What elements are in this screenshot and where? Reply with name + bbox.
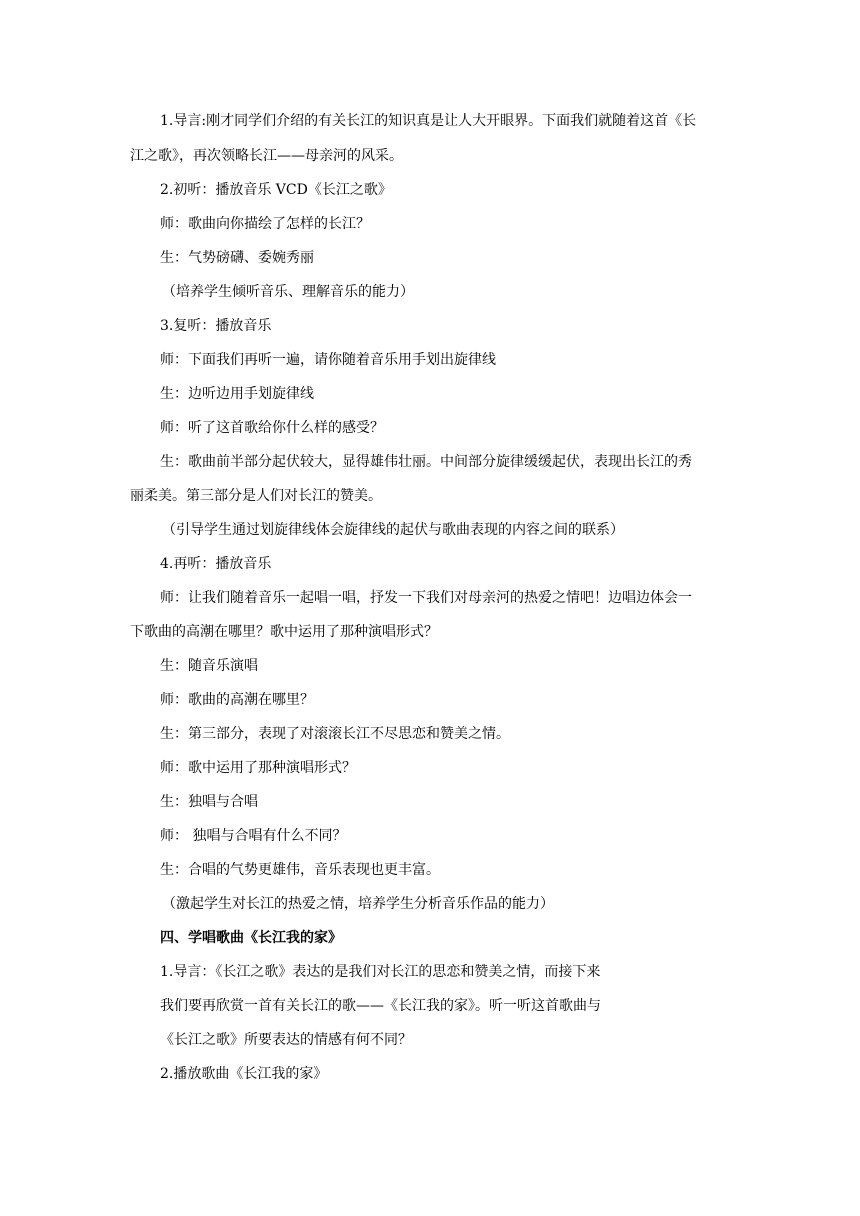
paragraph-line: 师：歌中运用了那种演唱形式？	[160, 760, 356, 776]
paragraph-line: 1.导言：《长江之歌》表达的是我们对长江的思恋和赞美之情，而接下来	[160, 964, 601, 980]
paragraph-line: 生：合唱的气势更雄伟，音乐表现也更丰富。	[160, 862, 440, 878]
paragraph-line: （引导学生通过划旋律线体会旋律线的起伏与歌曲表现的内容之间的联系）	[162, 522, 624, 538]
paragraph-line: 丽柔美。第三部分是人们对长江的赞美。	[130, 488, 382, 504]
paragraph-line: 生：气势磅礴、委婉秀丽	[160, 250, 314, 266]
paragraph-line: 生：第三部分，表现了对滚滚长江不尽思恋和赞美之情。	[160, 726, 510, 742]
paragraph-line: 我们要再欣赏一首有关长江的歌——《长江我的家》。听一听这首歌曲与	[160, 998, 601, 1014]
paragraph-line: 2.初听：播放音乐 VCD《长江之歌》	[160, 182, 392, 198]
section-heading: 四、学唱歌曲《长江我的家》	[160, 930, 342, 946]
paragraph-line: 《长江之歌》所要表达的情感有何不同？	[160, 1032, 412, 1048]
paragraph-line: 下歌曲的高潮在哪里？歌中运用了那种演唱形式？	[130, 624, 438, 640]
paragraph-line: 生：独唱与合唱	[160, 794, 258, 810]
paragraph-line: 生：歌曲前半部分起伏较大，显得雄伟壮丽。中间部分旋律缓缓起伏，表现出长江的秀	[160, 454, 692, 470]
paragraph-line: （激起学生对长江的热爱之情，培养学生分析音乐作品的能力）	[162, 896, 554, 912]
paragraph-line: 师：听了这首歌给你什么样的感受？	[160, 420, 384, 436]
paragraph-line: 1.导言:刚才同学们介绍的有关长江的知识真是让人大开眼界。下面我们就随着这首《长	[160, 113, 697, 129]
paragraph-line: 4.再听：播放音乐	[160, 556, 272, 572]
paragraph-line: 师：下面我们再听一遍，请你随着音乐用手划出旋律线	[160, 352, 496, 368]
paragraph-line: 生：随音乐演唱	[160, 658, 258, 674]
paragraph-line: 师：歌曲向你描绘了怎样的长江？	[160, 216, 370, 232]
paragraph-line: 3.复听：播放音乐	[160, 318, 272, 334]
paragraph-line: 师： 独唱与合唱有什么不同？	[160, 828, 347, 844]
paragraph-line: 师：让我们随着音乐一起唱一唱，抒发一下我们对母亲河的热爱之情吧！边唱边体会一	[160, 590, 692, 606]
paragraph-line: 江之歌》，再次领略长江——母亲河的风采。	[130, 148, 403, 164]
paragraph-line: （培养学生倾听音乐、理解音乐的能力）	[162, 284, 414, 300]
paragraph-line: 生：边听边用手划旋律线	[160, 386, 314, 402]
paragraph-line: 师：歌曲的高潮在哪里？	[160, 692, 314, 708]
paragraph-line: 2.播放歌曲《长江我的家》	[160, 1066, 328, 1082]
